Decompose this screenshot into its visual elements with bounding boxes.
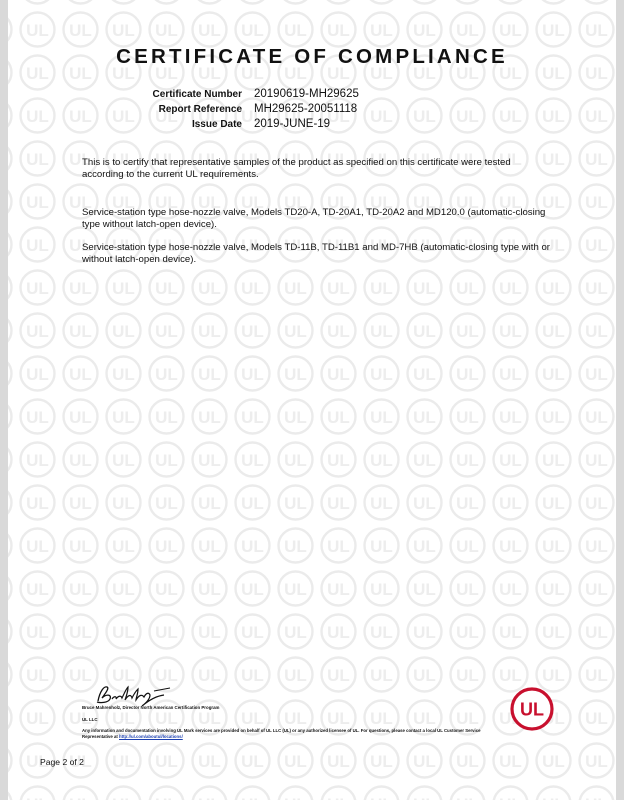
company-name: UL LLC [82,717,98,722]
issue-date-value: 2019-JUNE-19 [254,118,331,130]
ul-logo-text: UL [520,699,544,720]
page-number: Page 2 of 2 [40,757,84,767]
signature-icon [94,683,174,707]
report-reference-label: Report Reference [158,104,242,115]
certificate-meta [118,87,359,132]
ul-mark-icon [509,686,555,732]
certificate-number-label: Certificate Number [152,89,242,100]
certificate-title: CERTIFICATE OF COMPLIANCE [116,45,508,68]
ul-locations-link[interactable]: http://ul.com/aboutul/locations/ [119,733,183,739]
certification-statement: This is to certify that representative samples of the product as specified on this certificate were tested according to the current UL requirements. [82,157,511,180]
certificate-number-row [118,87,359,102]
certificate-number-value: 20190619-MH29625 [254,88,359,100]
issue-date-row [118,117,359,132]
report-reference-value: MH29625-20051118 [254,103,358,115]
disclaimer-text [82,728,482,739]
disclaimer-body: Any information and documentation involving UL Mark services are provided on behalf of UL LLC (UL) or any authorized licensee of UL. For questions, please contact a local UL Customer Service Representative at [82,728,481,739]
product-description: Service-station type hose-nozzle valve, Models TD-11B, TD-11B1 and MD-7HB (automatic-closing type with or without latch-open device). [82,242,550,265]
certificate-page [8,0,616,800]
product-description: Service-station type hose-nozzle valve, Models TD20-A, TD-20A1, TD-20A2 and MD120.0 (automatic-closing type without latch-open device). [82,207,546,230]
signatory-name: Bruce Mahrenholz, Director North American Certification Program [82,705,220,710]
report-reference-row [118,102,359,117]
issue-date-label: Issue Date [191,119,242,130]
